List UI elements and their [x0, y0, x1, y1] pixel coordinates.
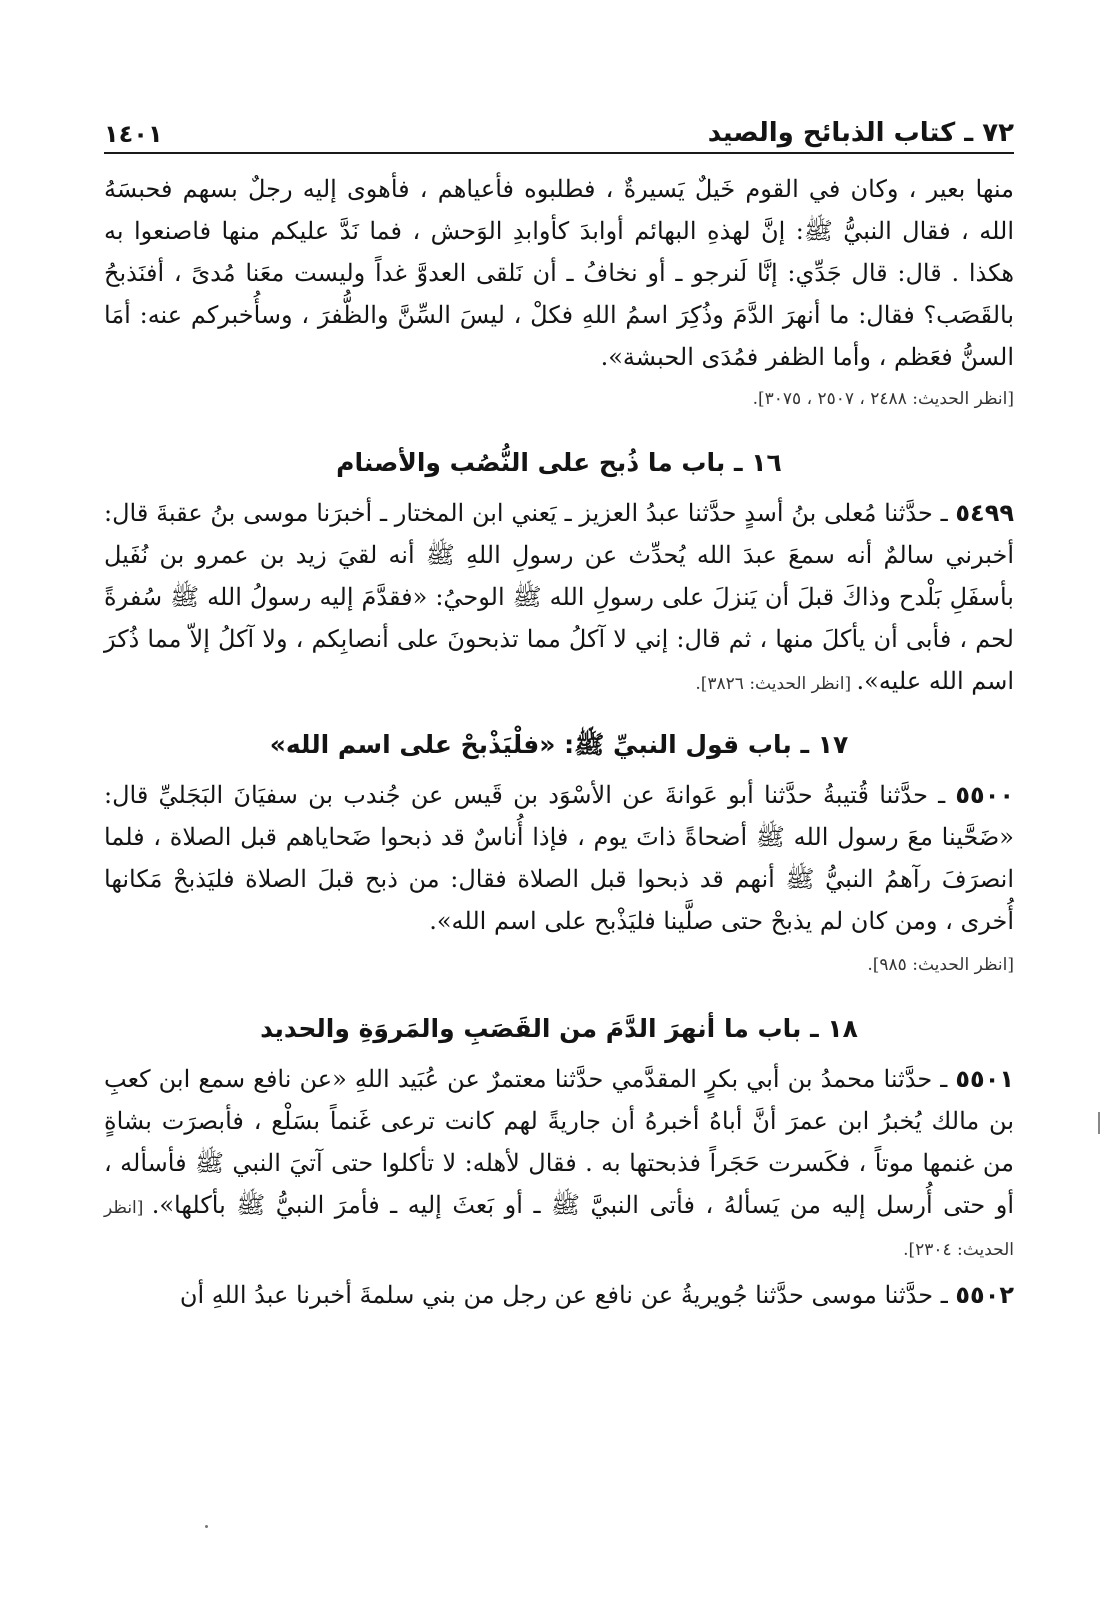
- book-title: ٧٢ ـ كتاب الذبائح والصيد: [707, 118, 1014, 148]
- hadith-5501: [104, 1058, 1014, 1268]
- chapter-heading-16: ١٦ ـ باب ما ذُبح على النُّصُب والأصنام: [336, 448, 782, 477]
- hadith-5500: [104, 774, 1014, 942]
- hadith-number: ٥٥٠٢: [955, 1281, 1014, 1309]
- hadith-text: ـ حدَّثنا موسى حدَّثنا جُويريةُ عن نافع عن رجل من بني سلمةَ أخبرنا عبدُ اللهِ أن: [179, 1281, 956, 1309]
- hadith-text: ـ حدَّثنا مُعلى بنُ أسدٍ حدَّثنا عبدُ العزيز ـ يَعني ابن المختار ـ أخبرَنا موسى بنُ عقبةَ قال: أخبرني سالمٌ أنه سمعَ عبدَ الله يُحدِّث عن رسولِ اللهِ ﷺ أنه لقيَ زيد بن عمرو بن نُفَيل بأسفَلِ بَلْدح وذاكَ قبلَ أن يَنزلَ على رسولِ الله ﷺ الوحيُ: «فقدَّمَ إليه رسولُ الله ﷺ سُفرةً لحم ، فأبى أن يأكلَ منها ، ثم قال: إني لا آكلُ مما تذبحونَ على أنصابِكم ، ولا آكلُ إلاّ مما ذُكرَ اسم الله عليه».: [104, 499, 1014, 695]
- hadith-reference: [انظر الحديث: ٩٨٥].: [867, 955, 1014, 975]
- page-number: ١٤٠١: [104, 120, 163, 148]
- intro-reference: [انظر الحديث: ٢٤٨٨ ، ٢٥٠٧ ، ٣٠٧٥].: [752, 389, 1014, 409]
- hadith-reference: [انظر الحديث: ٣٨٢٦].: [695, 674, 857, 694]
- hadith-number: ٥٤٩٩: [955, 499, 1014, 527]
- scan-speck: [205, 1525, 208, 1528]
- hadith-5499: [104, 492, 1014, 702]
- running-header: [104, 108, 1014, 154]
- hadith-number: ٥٥٠٠: [955, 781, 1014, 809]
- hadith-reference: [انظر الحديث: ٢٣٠٤].: [104, 1198, 1014, 1260]
- chapter-heading-18: ١٨ ـ باب ما أنهرَ الدَّمَ من القَصَبِ والمَروَةِ والحديد: [260, 1014, 858, 1043]
- hadith-text: ـ حدَّثنا قُتيبةُ حدَّثنا أبو عَوانةَ عن الأسْوَد بن قَيس عن جُندب بن سفيَانَ البَجَليِّ قال: «ضَحَّينا معَ رسول الله ﷺ أضحاةً ذاتَ يوم ، فإذا أُناسٌ قد ذبحوا ضَحاياهم قبل الصلاة ، فلما انصرَفَ رآهمُ النبيُّ ﷺ أنهم قد ذبحوا قبل الصلاة فقال: من ذبح قبلَ الصلاة فليَذبحْ مَكانها أُخرى ، ومن كان لم يذبحْ حتى صلَّينا فليَذْبح على اسم الله».: [104, 781, 1014, 935]
- intro-paragraph: [104, 168, 1014, 378]
- hadith-text: ـ حدَّثنا محمدُ بن أبي بكرٍ المقدَّمي حدَّثنا معتمرٌ عن عُبَيد اللهِ «عن نافع سمع ابن كعبِ بن مالك يُخبرُ ابن عمرَ أنَّ أباهُ أخبرهُ أن جاريةً لهم كانت ترعى غَنماً بسَلْع ، فأبصرَت بشاةٍ من غنمها موتاً ، فكَسرت حَجَراً فذبحتها به . فقال لأهله: لا تأكلوا حتى آتيَ النبي ﷺ فأسأله ، أو حتى أُرسل إليه من يَسألهُ ، فأتى النبيَّ ﷺ ـ أو بَعثَ إليه ـ فأمرَ النبيُّ ﷺ بأكلها».: [104, 1065, 1014, 1219]
- hadith-5502: [104, 1274, 1014, 1316]
- intro-text: منها بعير ، وكان في القوم خَيلٌ يَسيرةٌ ، فطلبوه فأعياهم ، فأهوى إليه رجلٌ بسهم فحبسَهُ الله ، فقال النبيُّ ﷺ: إنَّ لهذهِ البهائم أوابدَ كأوابدِ الوَحش ، فما نَدَّ عليكم منها فاصنعوا به هكذا . قال: قال جَدِّي: إنَّا لَنرجو ـ أو نخافُ ـ أن نَلقى العدوَّ غداً وليست معَنا مُدىً ، أفنَذبحُ بالقَصَب؟ فقال: ما أنهرَ الدَّمَ وذُكِرَ اسمُ اللهِ فكلْ ، ليسَ السِّنَّ والظُّفرَ ، وسأُخبركم عنه: أمَا السنُّ فعَظم ، وأما الظفر فمُدَى الحبشة».: [104, 175, 1014, 371]
- book-page: [104, 108, 1014, 1316]
- scan-margin-mark: [1098, 1112, 1100, 1134]
- hadith-number: ٥٥٠١: [955, 1065, 1014, 1093]
- chapter-heading-17: ١٧ ـ باب قول النبيِّ ﷺ: «فلْيَذْبحْ على اسم الله»: [269, 730, 849, 759]
